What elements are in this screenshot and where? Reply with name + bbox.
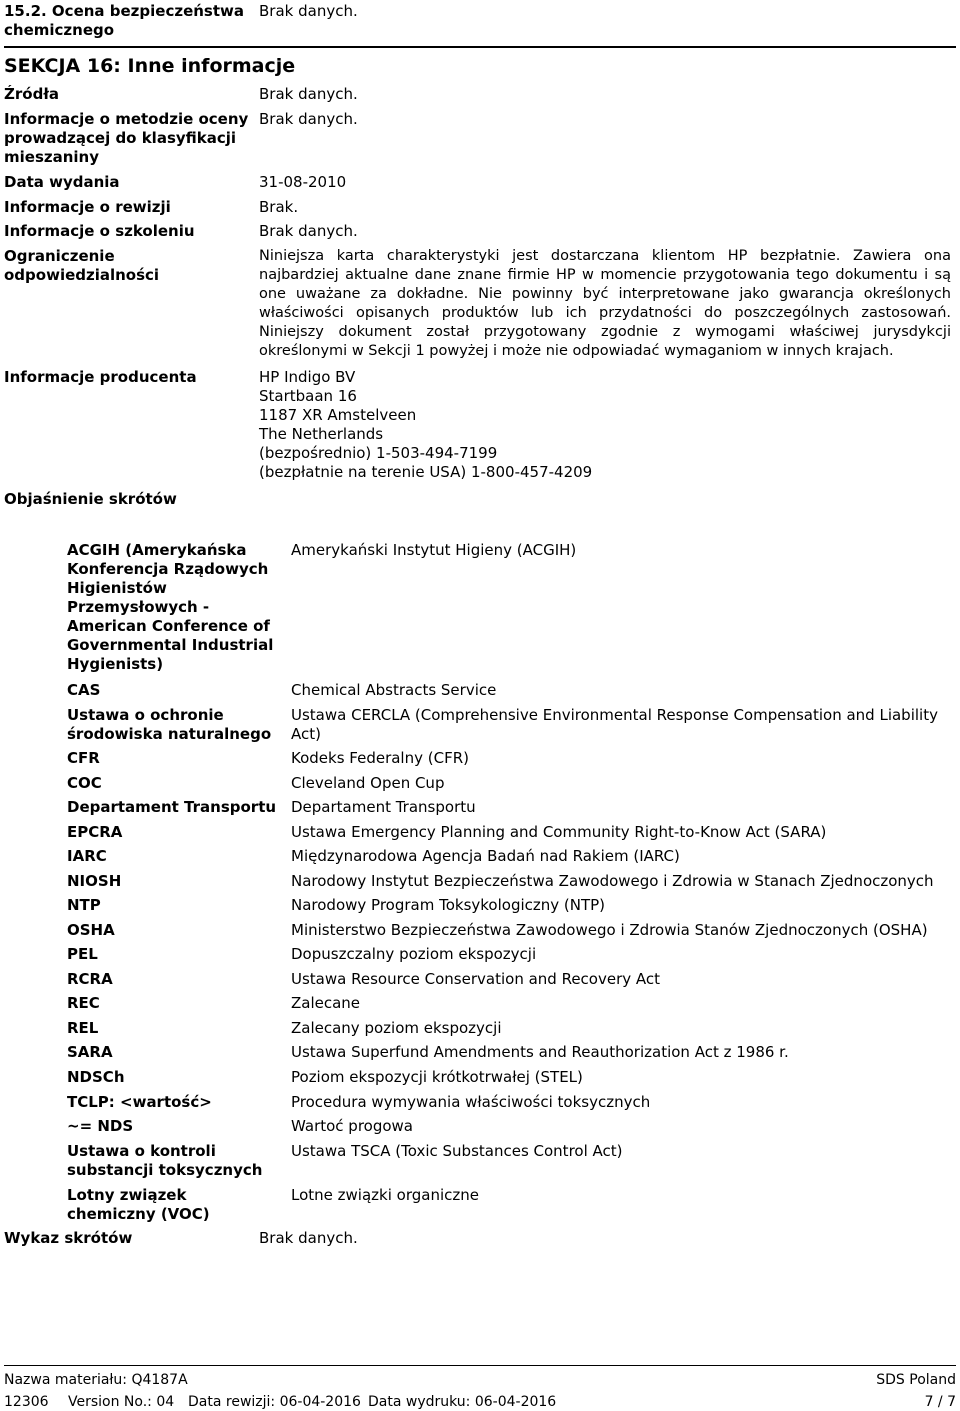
abbreviation-term: SARA [67,1043,113,1061]
abbreviation-definition: Chemical Abstracts Service [291,681,497,699]
training-info-label: Informacje o szkoleniu [4,222,195,240]
training-info-value: Brak danych. [259,222,358,240]
sources-value: Brak danych. [259,85,358,103]
footer-doc-number: 12306 [4,1394,49,1410]
manufacturer-label: Informacje producenta [4,368,197,386]
abbreviation-term: NIOSH [67,872,122,890]
abbreviation-definition: Międzynarodowa Agencja Badań nad Rakiem (IARC) [291,847,680,865]
abbreviation-term: REC [67,994,100,1012]
abbreviation-term: RCRA [67,970,113,988]
abbreviation-definition: Ustawa Superfund Amendments and Reauthorization Act z 1986 r. [291,1043,789,1061]
abbreviation-definition: Kodeks Federalny (CFR) [291,749,469,767]
section-divider [4,46,956,48]
abbreviation-definition: Narodowy Program Toksykologiczny (NTP) [291,896,606,914]
abbreviation-term: Ustawa o ochronie środowiska naturalnego [67,706,272,743]
abbreviation-definition: Ustawa CERCLA (Comprehensive Environmental Response Compensation and Liability Act) [291,706,938,743]
abbreviation-term: IARC [67,847,107,865]
abbreviation-index-value: Brak danych. [259,1229,358,1247]
section-16-title: SEKCJA 16: Inne informacje [4,55,296,77]
abbreviation-definition: Ustawa Resource Conservation and Recovery Act [291,970,661,988]
abbreviation-index-label: Wykaz skrótów [4,1229,133,1247]
manufacturer-address: HP Indigo BV Startbaan 16 1187 XR Amstelveen The Netherlands (bezpośrednio) 1-503-494-7199 (bezpłatnie na terenie USA) 1-800-457-4209 [259,368,593,481]
abbreviation-definition: Procedura wymywania właściwości toksycznych [291,1093,651,1111]
section-15-2-heading: 15.2. Ocena bezpieczeństwa chemicznego [4,2,245,39]
classification-method-value: Brak danych. [259,110,358,128]
abbreviation-term: CFR [67,749,100,767]
abbreviation-definition: Zalecany poziom ekspozycji [291,1019,502,1037]
abbreviation-definition: Dopuszczalny poziom ekspozycji [291,945,537,963]
revision-info-value: Brak. [259,198,299,216]
abbreviation-term: Ustawa o kontroli substancji toksycznych [67,1142,263,1179]
abbreviation-term: ACGIH (Amerykańska Konferencja Rządowych Higienistów Przemysłowych - American Conference of Governmental Industrial Hygienists) [67,541,274,673]
abbreviation-term: EPCRA [67,823,123,841]
abbreviation-definition: Ustawa TSCA (Toxic Substances Control Act) [291,1142,623,1160]
abbreviation-term: ~= NDS [67,1117,134,1135]
abbreviation-definition: Zalecane [291,994,361,1012]
disclaimer-label: Ograniczenie odpowiedzialności [4,247,160,284]
abbreviation-term: NDSCh [67,1068,125,1086]
abbreviations-label: Objaśnienie skrótów [4,490,177,508]
abbreviation-term: CAS [67,681,101,699]
section-15-2-value: Brak danych. [259,2,358,20]
classification-method-label: Informacje o metodzie oceny prowadzącej do klasyfikacji mieszaniny [4,110,249,166]
abbreviation-term: COC [67,774,102,792]
abbreviation-definition: Amerykański Instytut Higieny (ACGIH) [291,541,577,559]
abbreviation-definition: Wartoć progowa [291,1117,413,1135]
footer-version: Version No.: 04 [68,1394,175,1410]
issue-date-value: 31-08-2010 [259,173,347,191]
abbreviation-definition: Departament Transportu [291,798,476,816]
footer-page-number: 7 / 7 [924,1394,956,1410]
footer-material-name: Nazwa materiału: Q4187A [4,1372,188,1388]
revision-info-label: Informacje o rewizji [4,198,171,216]
abbreviation-term: Departament Transportu [67,798,277,816]
abbreviation-definition: Cleveland Open Cup [291,774,445,792]
footer-divider [4,1365,956,1366]
abbreviation-definition: Poziom ekspozycji krótkotrwałej (STEL) [291,1068,583,1086]
footer-sds-region: SDS Poland [876,1372,956,1388]
abbreviation-term: REL [67,1019,99,1037]
abbreviation-term: OSHA [67,921,115,939]
abbreviation-definition: Lotne związki organiczne [291,1186,479,1204]
abbreviation-definition: Narodowy Instytut Bezpieczeństwa Zawodowego i Zdrowia w Stanach Zjednoczonych [291,872,934,890]
abbreviation-term: Lotny związek chemiczny (VOC) [67,1186,210,1223]
sources-label: Źródła [4,85,60,103]
footer-revision-date: Data rewizji: 06-04-2016 [188,1394,361,1410]
abbreviation-term: TCLP: <wartość> [67,1093,212,1111]
issue-date-label: Data wydania [4,173,120,191]
abbreviation-term: PEL [67,945,98,963]
footer-print-date: Data wydruku: 06-04-2016 [368,1394,557,1410]
abbreviation-definition: Ministerstwo Bezpieczeństwa Zawodowego i Zdrowia Stanów Zjednoczonych (OSHA) [291,921,928,939]
disclaimer-text: Niniejsza karta charakterystyki jest dostarczana klientom HP bezpłatnie. Zawiera ona najbardziej aktualne dane znane firmie HP w momencie przygotowania tego dokumentu i są one uważane za dokładne. Nie powinny być interpretowane jako gwarancja określonych właściwości opisanych produktów lub ich przydatności do poszczególnych zastosowań. Niniejszy dokument został przygotowany zgodnie z wymogami właściwej jurysdykcji określonymi w Sekcji 1 powyżej i może nie odpowiadać wymaganiom w innych krajach. [259,248,951,359]
abbreviation-term: NTP [67,896,101,914]
abbreviation-definition: Ustawa Emergency Planning and Community Right-to-Know Act (SARA) [291,823,827,841]
